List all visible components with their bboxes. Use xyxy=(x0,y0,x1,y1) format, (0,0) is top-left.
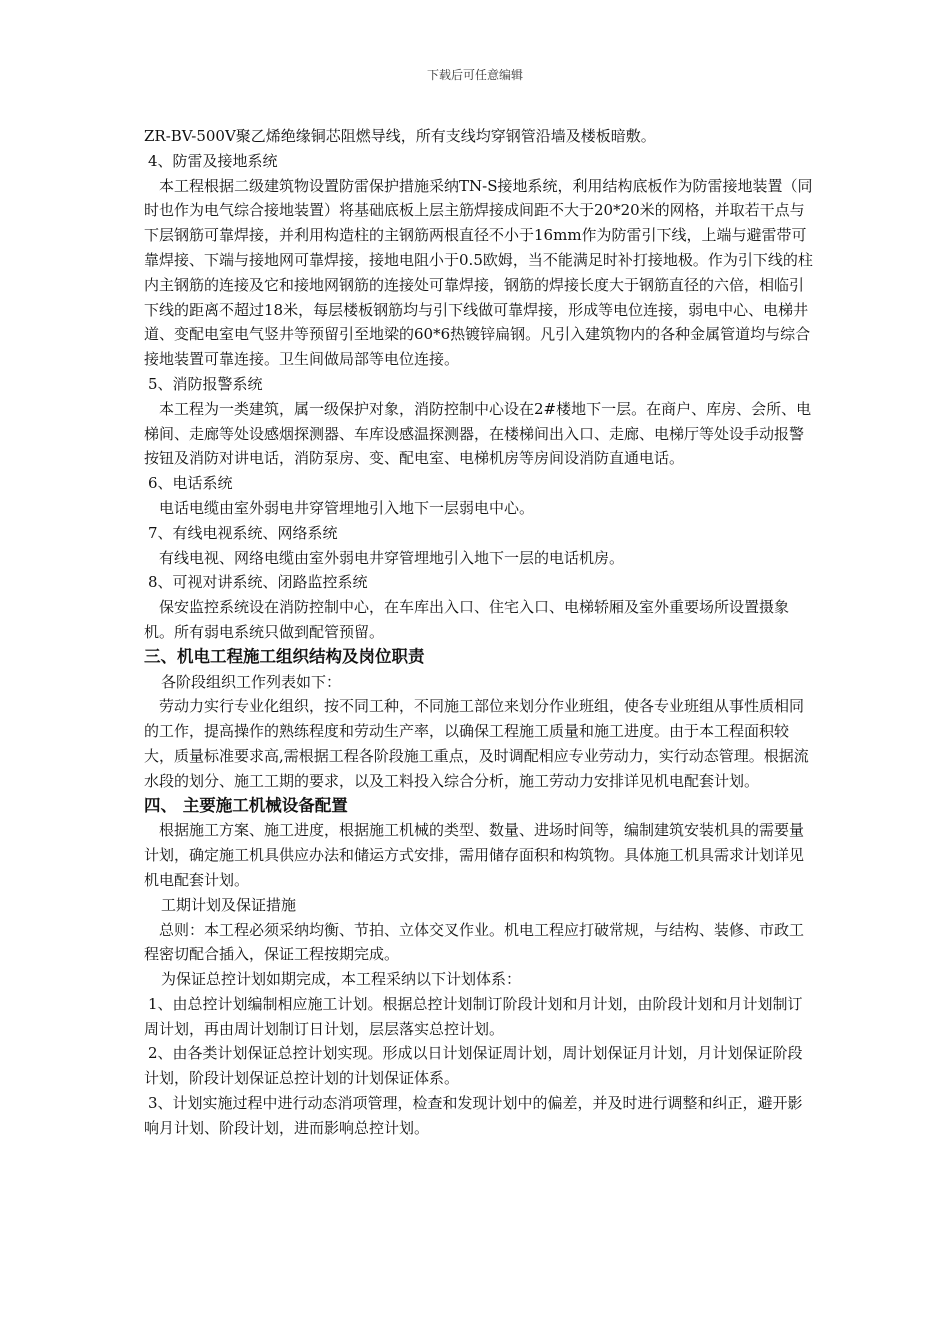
paragraph: 本工程为一类建筑，属一级保护对象，消防控制中心设在2#楼地下一层。在商户、库房、会所、电梯间、走廊等处设感烟探测器、车库设感温探测器，在楼梯间出入口、走廊、电梯厅等处设手动报警按钮及消防对讲电话，消防泵房、变、配电室、电梯机房等房间设消防直通电话。 xyxy=(144,399,812,468)
paragraph: 总则：本工程必须采纳均衡、节拍、立体交叉作业。机电工程应打破常规，与结构、装修、市政工程密切配合插入，保证工程按期完成。 xyxy=(144,920,805,964)
paragraph: 本工程根据二级建筑物设置防雷保护措施采纳TN-S接地系统，利用结构底板作为防雷接地装置（同时也作为电气综合接地装置）将基础底板上层主筋焊接成间距不大于20*20米的网格，并取若干点与下层钢筋可靠焊接，并利用构造柱的主钢筋两根直径不小于16mm作为防雷引下线，上端与避雷带可靠焊接、下端与接地网可靠焊接，接地电阻小于0.5欧姆，当不能满足时补打接地极。作为引下线的柱内主钢筋的连接及它和接地网钢筋的连接处可靠焊接，钢筋的焊接长度大于钢筋直径的六倍，相临引下线的距离不超过18米，每层楼板钢筋均与引下线做可靠焊接，形成等电位连接，弱电中心、电梯井道、变配电室电气竖井等预留引至地梁的60*6热镀锌扁钢。凡引入建筑物内的各种金属管道均与综合接地装置可靠连接。卫生间做局部等电位连接。 xyxy=(144,176,813,369)
paragraph: 劳动力实行专业化组织，按不同工种，不同施工部位来划分作业班组，使各专业班组从事性质相同的工作，提高操作的熟练程度和劳动生产率，以确保工程施工质量和施工进度。由于本工程面积较大，质量标准要求高,需根据工程各阶段施工重点，及时调配相应专业劳动力，实行动态管理。根据流水段的划分、施工工期的要求，以及工料投入综合分析，施工劳动力安排详见机电配套计划。 xyxy=(144,697,809,790)
paragraph: 电话电缆由室外弱电井穿管埋地引入地下一层弱电中心。 xyxy=(159,498,535,517)
paragraph: ZR-BV-500V聚乙烯绝缘铜芯阻燃导线，所有支线均穿钢管沿墙及楼板暗敷。 xyxy=(144,127,656,145)
paragraph: 工期计划及保证措施 xyxy=(161,895,297,914)
list-item: 3、计划实施过程中进行动态消项管理，检查和发现计划中的偏差，并及时进行调整和纠正，避开影响月计划、阶段计划，进而影响总控计划。 xyxy=(144,1094,803,1137)
section-heading: 4、防雷及接地系统 xyxy=(148,151,278,170)
list-item: 1、由总控计划编制相应施工计划。根据总控计划制订阶段计划和月计划，由阶段计划和月计划制订周计划，再由周计划制订日计划，层层落实总控计划。 xyxy=(144,994,803,1038)
chapter-heading: 四、 主要施工机械设备配置 xyxy=(144,795,348,815)
section-heading: 5、消防报警系统 xyxy=(148,374,263,393)
page-header: 下载后可任意编辑 xyxy=(426,68,523,82)
paragraph: 为保证总控计划如期完成，本工程采纳以下计划体系： xyxy=(161,970,522,989)
section-heading: 6、电话系统 xyxy=(148,474,233,493)
section-heading: 8、可视对讲系统、闭路监控系统 xyxy=(148,573,368,592)
chapter-heading: 三、机电工程施工组织结构及岗位职责 xyxy=(144,646,425,666)
paragraph: 根据施工方案、施工进度，根据施工机械的类型、数量、进场时间等，编制建筑安装机具的需要量计划，确定施工机具供应办法和储运方式安排，需用储存面积和构筑物。具体施工机具需求计划详见机电配套计划。 xyxy=(144,821,805,889)
document-body xyxy=(144,124,816,1141)
paragraph: 保安监控系统设在消防控制中心，在车库出入口、住宅入口、电梯轿厢及室外重要场所设置摄象机。所有弱电系统只做到配管预留。 xyxy=(144,598,790,641)
paragraph: 各阶段组织工作列表如下： xyxy=(161,672,342,691)
section-heading: 7、有线电视系统、网络系统 xyxy=(148,523,338,542)
paragraph: 有线电视、网络电缆由室外弱电井穿管埋地引入地下一层的电话机房。 xyxy=(159,548,625,567)
list-item: 2、由各类计划保证总控计划实现。形成以日计划保证周计划，周计划保证月计划，月计划保证阶段计划，阶段计划保证总控计划的计划保证体系。 xyxy=(144,1044,803,1088)
